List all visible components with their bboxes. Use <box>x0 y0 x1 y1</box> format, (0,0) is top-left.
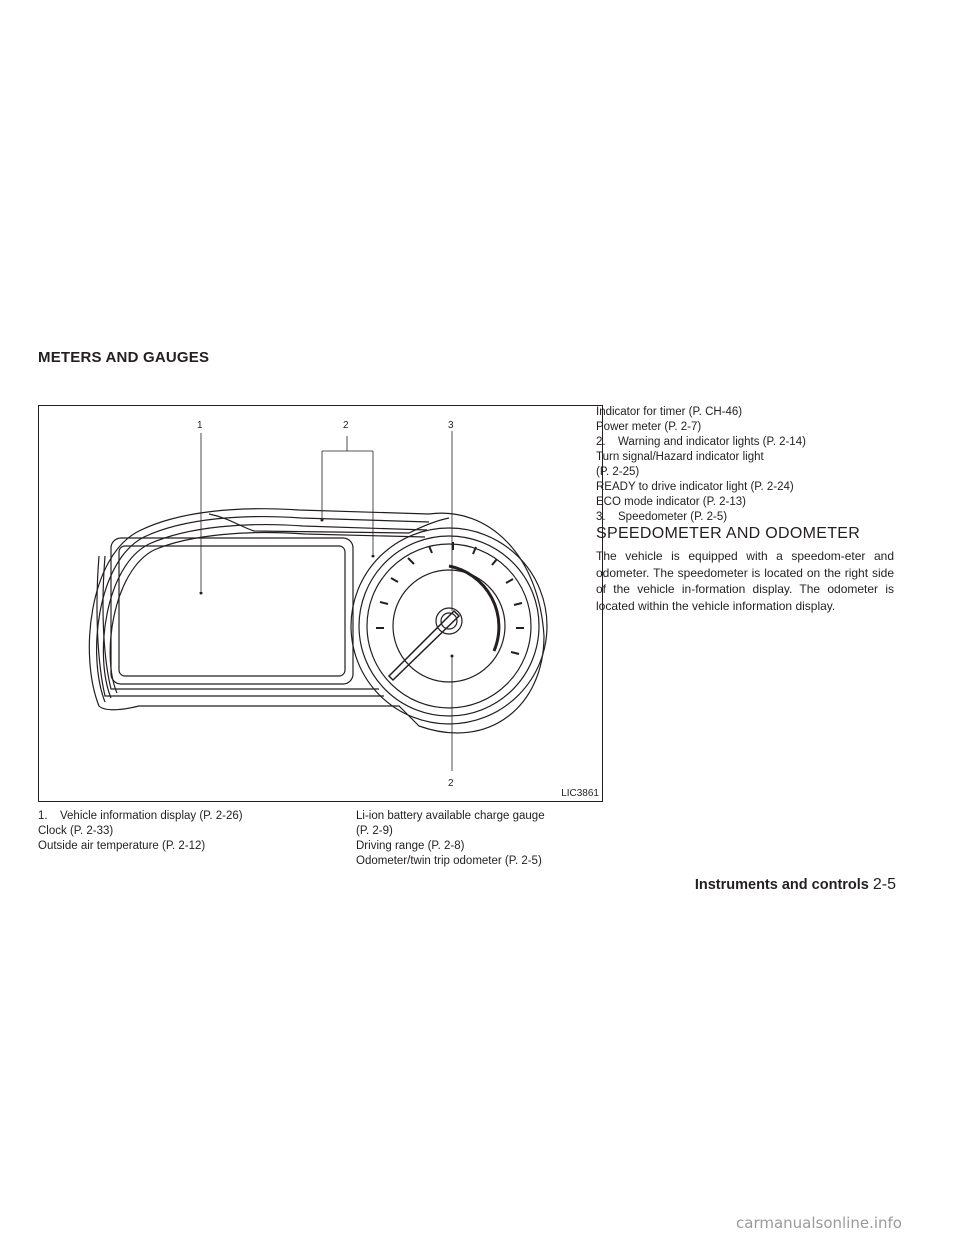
legend-sub-battery-gauge-page: (P. 2-9) <box>356 825 393 837</box>
legend-sub-turn-signal: Turn signal/Hazard indicator light <box>596 451 764 463</box>
legend-sub-outside-temp: Outside air temperature (P. 2-12) <box>38 840 206 852</box>
section-title: METERS AND GAUGES <box>38 349 210 366</box>
legend-middle <box>356 809 606 869</box>
footer-chapter: Instruments and controls <box>694 877 869 893</box>
legend-sub-driving-range: Driving range (P. 2-8) <box>356 840 465 852</box>
legend-sub-eco-mode: ECO mode indicator (P. 2-13) <box>596 496 746 508</box>
legend-sub-battery-gauge: Li-ion battery available charge gauge <box>356 810 545 822</box>
footer-page-number: 2-5 <box>872 876 896 893</box>
callout-2-top: 2 <box>343 420 349 431</box>
legend-item-3 <box>596 510 896 525</box>
legend-item-3-label: Speedometer (P. 2-5) <box>618 511 728 523</box>
legend-item-2-number: 2. <box>596 436 606 448</box>
legend-left <box>38 809 328 854</box>
legend-item-1 <box>38 809 328 824</box>
legend-sub-ready-light: READY to drive indicator light (P. 2-24) <box>596 481 794 493</box>
legend-right <box>596 405 896 525</box>
callout-3: 3 <box>448 420 454 431</box>
instrument-cluster-figure <box>38 405 603 802</box>
legend-item-3-number: 3. <box>596 511 606 523</box>
legend-item-2 <box>596 435 896 450</box>
legend-sub-clock: Clock (P. 2-33) <box>38 825 114 837</box>
speedometer-body: The vehicle is equipped with a speedom-eter and odometer. The speedometer is located on the right side of the vehicle in-formation display. The odometer is located within the vehicle information display. <box>596 549 894 613</box>
speedometer-heading: SPEEDOMETER AND ODOMETER <box>596 525 861 542</box>
legend-item-2-label: Warning and indicator lights (P. 2-14) <box>618 436 806 448</box>
instrument-cluster-drawing <box>39 406 602 801</box>
figure-code: LIC3861 <box>561 788 599 799</box>
legend-item-1-number: 1. <box>38 810 48 822</box>
legend-item-1-label: Vehicle information display (P. 2-26) <box>60 810 243 822</box>
callout-1: 1 <box>197 420 203 431</box>
page-footer <box>676 876 896 894</box>
callout-2-bottom: 2 <box>448 778 454 789</box>
legend-sub-power-meter: Power meter (P. 2-7) <box>596 421 702 433</box>
watermark: carmanualsonline.info <box>736 1214 902 1232</box>
legend-sub-odometer: Odometer/twin trip odometer (P. 2-5) <box>356 855 542 867</box>
legend-sub-turn-signal-page: (P. 2-25) <box>596 466 640 478</box>
legend-sub-timer: Indicator for timer (P. CH-46) <box>596 406 743 418</box>
